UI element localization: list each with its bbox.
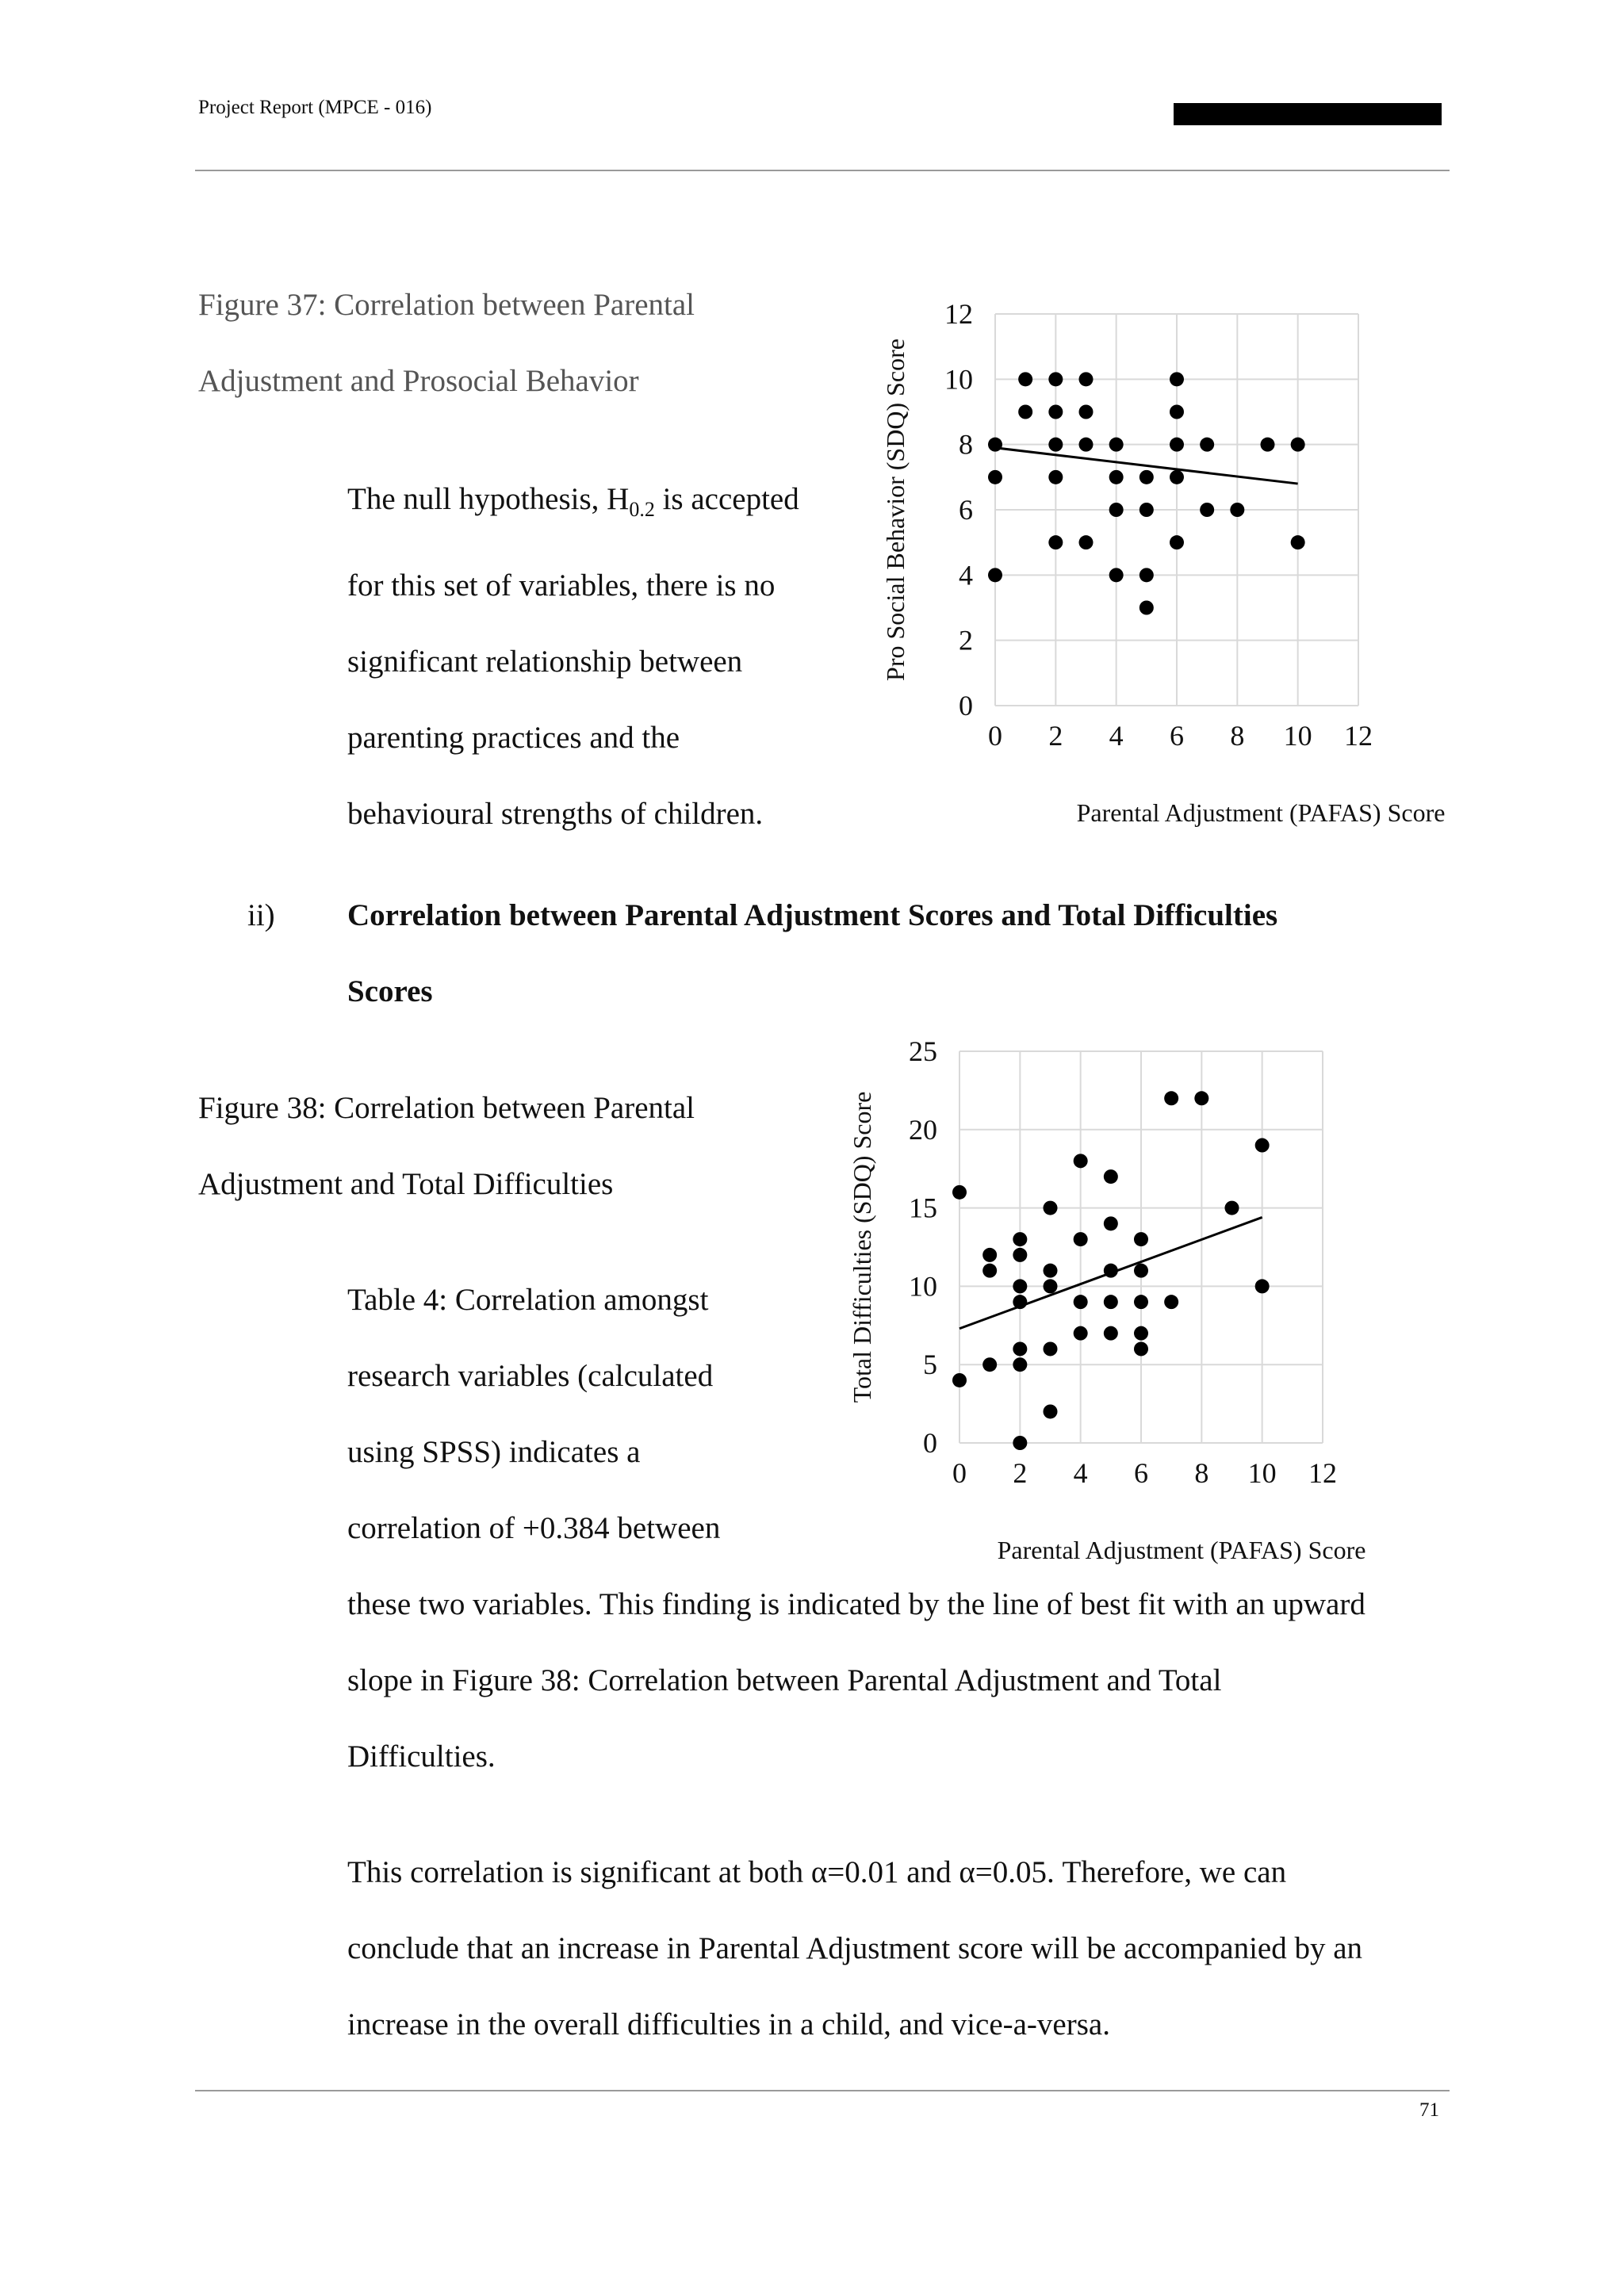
- data-point: [1170, 405, 1184, 419]
- data-point: [1048, 372, 1063, 386]
- data-point: [1134, 1232, 1148, 1246]
- data-point: [1018, 405, 1032, 419]
- figure38-text-line: research variables (calculated: [347, 1359, 714, 1393]
- figure38-caption: [198, 1070, 695, 1223]
- data-point: [1013, 1279, 1027, 1293]
- x-tick-label: 8: [1194, 1457, 1209, 1489]
- paragraph-2: [347, 1835, 1457, 2063]
- data-point: [1044, 1341, 1058, 1356]
- paragraph-line: This correlation is significant at both α=0.01 and α=0.05. Therefore, we can: [347, 1855, 1287, 1889]
- paragraph-line: conclude that an increase in Parental Adjustment score will be accompanied by an: [347, 1931, 1363, 1965]
- data-point: [1291, 438, 1305, 452]
- y-tick-label: 12: [944, 298, 973, 330]
- paragraph-1: [347, 1567, 1457, 1795]
- data-point: [1230, 503, 1244, 517]
- x-tick-label: 4: [1109, 720, 1124, 752]
- y-tick-label: 25: [909, 1035, 937, 1067]
- data-point: [1139, 601, 1154, 615]
- data-point: [1013, 1248, 1027, 1262]
- data-point: [988, 568, 1002, 582]
- x-tick-label: 2: [1048, 720, 1063, 752]
- data-point: [1109, 470, 1124, 484]
- x-tick-label: 4: [1073, 1457, 1088, 1489]
- data-point: [1170, 372, 1184, 386]
- x-tick-label: 10: [1283, 720, 1312, 752]
- data-point: [1134, 1326, 1148, 1341]
- footer-rule: [195, 2090, 1450, 2091]
- data-point: [1074, 1232, 1088, 1246]
- hypothesis-text: The null hypothesis, H: [347, 482, 630, 516]
- data-point: [952, 1185, 967, 1200]
- data-point: [1074, 1295, 1088, 1309]
- y-tick-label: 5: [923, 1349, 937, 1381]
- data-point: [1079, 372, 1094, 386]
- y-tick-label: 4: [959, 559, 973, 591]
- data-point: [1170, 535, 1184, 549]
- data-point: [1255, 1279, 1270, 1293]
- data-point: [1255, 1138, 1270, 1153]
- data-point: [1044, 1404, 1058, 1418]
- data-point: [1048, 438, 1063, 452]
- header-rule: [195, 170, 1450, 171]
- data-point: [1013, 1341, 1027, 1356]
- data-point: [1200, 503, 1214, 517]
- y-tick-label: 10: [944, 363, 973, 396]
- data-point: [1048, 470, 1063, 484]
- y-tick-label: 6: [959, 494, 973, 526]
- data-point: [1104, 1326, 1118, 1341]
- data-point: [1225, 1201, 1239, 1215]
- section-title-line2: Scores: [347, 974, 433, 1008]
- figure37-text: [347, 461, 855, 852]
- data-point: [1104, 1264, 1118, 1278]
- data-point: [952, 1373, 967, 1387]
- x-tick-label: 8: [1230, 720, 1245, 752]
- paragraph-line: slope in Figure 38: Correlation between Parental Adjustment and Total: [347, 1663, 1222, 1697]
- data-point: [1109, 503, 1124, 517]
- chart-total-difficulties-scatter: [825, 1023, 1459, 1578]
- figure37-text-line: behavioural strengths of children.: [347, 796, 764, 831]
- data-point: [1134, 1295, 1148, 1309]
- data-point: [1134, 1264, 1148, 1278]
- y-axis-label: Pro Social Behavior (SDQ) Score: [881, 339, 910, 681]
- x-tick-label: 10: [1247, 1457, 1277, 1489]
- x-tick-label: 12: [1344, 720, 1373, 752]
- x-tick-label: 6: [1170, 720, 1184, 752]
- data-point: [1044, 1279, 1058, 1293]
- data-point: [1104, 1295, 1118, 1309]
- figure37-text-line: for this set of variables, there is no: [347, 568, 776, 603]
- data-point: [1139, 503, 1154, 517]
- x-tick-label: 12: [1308, 1457, 1337, 1489]
- y-tick-label: 8: [959, 428, 973, 461]
- data-point: [1074, 1326, 1088, 1341]
- data-point: [1048, 535, 1063, 549]
- figure38-text: [347, 1262, 839, 1567]
- x-tick-label: 0: [988, 720, 1002, 752]
- hypothesis-text-end: is accepted: [654, 482, 799, 516]
- data-point: [1044, 1201, 1058, 1215]
- data-point: [1194, 1091, 1208, 1105]
- data-point: [1170, 438, 1184, 452]
- section-title-line1: Correlation between Parental Adjustment Scores and Total Difficulties: [347, 898, 1278, 932]
- data-point: [982, 1357, 997, 1372]
- data-point: [1079, 535, 1094, 549]
- y-tick-label: 2: [959, 624, 973, 656]
- data-point: [1109, 568, 1124, 582]
- data-point: [1048, 405, 1063, 419]
- figure38-text-line: correlation of +0.384 between: [347, 1511, 721, 1545]
- x-axis-label: Parental Adjustment (PAFAS) Score: [997, 1536, 1366, 1564]
- section-number: ii): [247, 898, 275, 932]
- data-point: [1109, 438, 1124, 452]
- y-axis-label: Total Difficulties (SDQ) Score: [848, 1091, 876, 1403]
- data-point: [1013, 1436, 1027, 1450]
- hypothesis-subscript: 0.2: [629, 497, 655, 521]
- data-point: [988, 470, 1002, 484]
- x-tick-label: 2: [1013, 1457, 1028, 1489]
- figure37-caption-line2: Adjustment and Prosocial Behavior: [198, 364, 639, 398]
- header-title: Project Report (MPCE - 016): [198, 97, 432, 118]
- data-point: [1170, 470, 1184, 484]
- data-point: [1074, 1154, 1088, 1168]
- x-tick-label: 6: [1134, 1457, 1148, 1489]
- y-tick-label: 10: [909, 1270, 937, 1303]
- data-point: [1013, 1357, 1027, 1372]
- data-point: [1104, 1216, 1118, 1230]
- data-point: [982, 1264, 997, 1278]
- data-point: [1139, 470, 1154, 484]
- data-point: [1164, 1295, 1178, 1309]
- chart-prosocial-scatter: [856, 285, 1475, 840]
- x-axis-label: Parental Adjustment (PAFAS) Score: [1076, 798, 1446, 827]
- data-point: [1200, 438, 1214, 452]
- page-number: 71: [1419, 2099, 1439, 2121]
- data-point: [1261, 438, 1275, 452]
- y-tick-label: 0: [923, 1427, 937, 1459]
- x-tick-label: 0: [952, 1457, 967, 1489]
- data-point: [1018, 372, 1032, 386]
- figure38-text-line: using SPSS) indicates a: [347, 1435, 641, 1469]
- paragraph-line: these two variables. This finding is indicated by the line of best fit with an upward: [347, 1587, 1365, 1621]
- data-point: [1044, 1264, 1058, 1278]
- redaction-bar: [1174, 103, 1442, 125]
- y-tick-label: 15: [909, 1192, 937, 1224]
- data-point: [982, 1248, 997, 1262]
- paragraph-line: increase in the overall difficulties in a child, and vice-a-versa.: [347, 2007, 1110, 2042]
- data-point: [1079, 405, 1094, 419]
- paragraph-line: Difficulties.: [347, 1739, 496, 1774]
- data-point: [1079, 438, 1094, 452]
- figure37-text-line: [347, 461, 855, 548]
- figure38-text-line: Table 4: Correlation amongst: [347, 1283, 709, 1317]
- y-tick-label: 0: [959, 690, 973, 721]
- data-point: [1104, 1169, 1118, 1184]
- data-point: [1013, 1232, 1027, 1246]
- figure37-text-line: significant relationship between: [347, 644, 743, 679]
- data-point: [1291, 535, 1305, 549]
- figure38-caption-line1: Figure 38: Correlation between Parental: [198, 1091, 695, 1125]
- y-tick-label: 20: [909, 1113, 937, 1146]
- figure37-caption-line1: Figure 37: Correlation between Parental: [198, 288, 695, 322]
- data-point: [1134, 1341, 1148, 1356]
- figure37-text-line: parenting practices and the: [347, 720, 680, 755]
- data-point: [1164, 1091, 1178, 1105]
- figure38-caption-line2: Adjustment and Total Difficulties: [198, 1167, 614, 1201]
- data-point: [1013, 1295, 1027, 1309]
- data-point: [1139, 568, 1154, 582]
- data-point: [988, 438, 1002, 452]
